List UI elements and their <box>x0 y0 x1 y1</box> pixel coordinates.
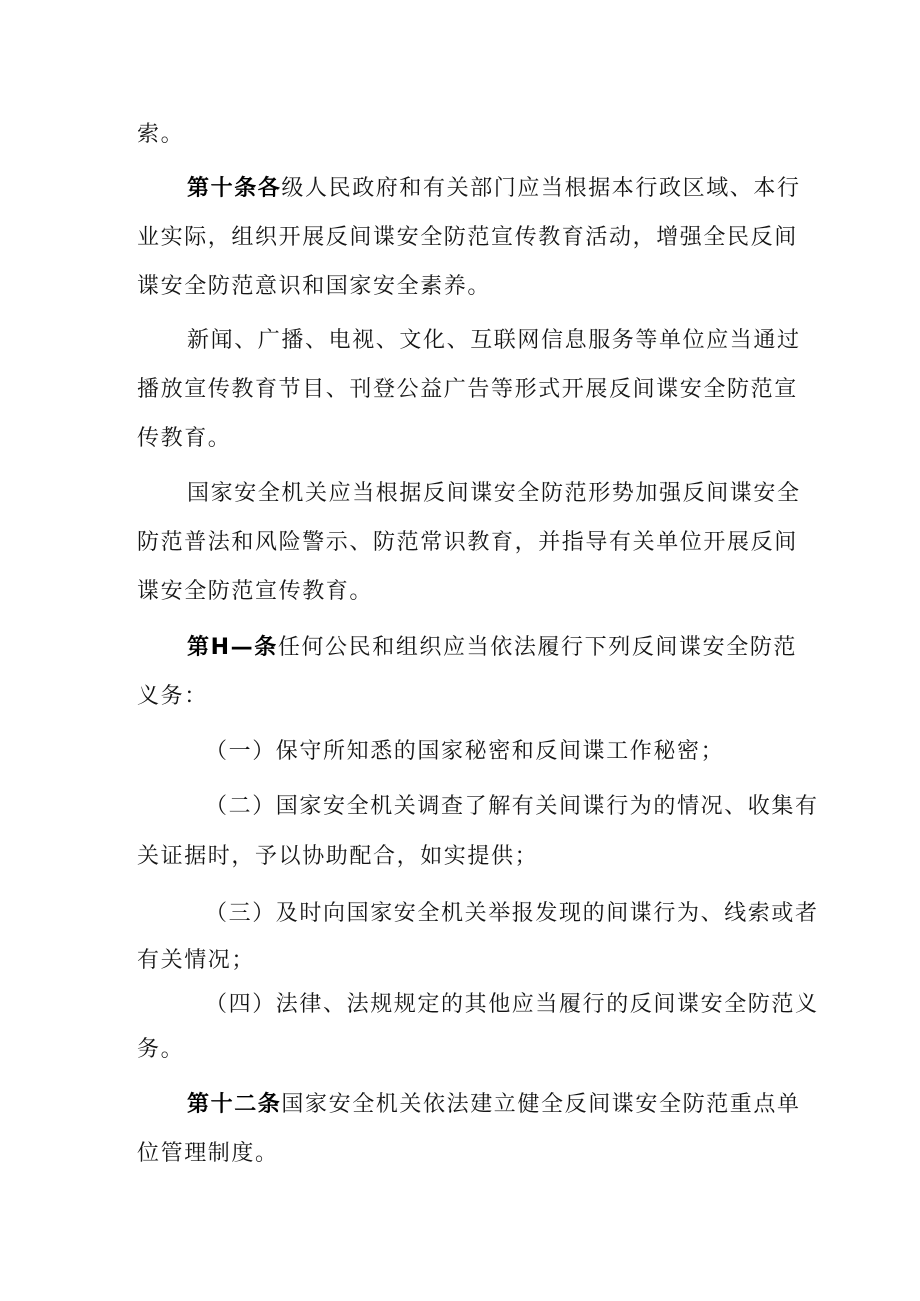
line-text: 任何公民和组织应当依法履行下列反间谍安全防范 <box>277 635 798 660</box>
text-line <box>137 680 920 714</box>
text-line <box>137 840 920 874</box>
line-text: 义务： <box>137 684 208 709</box>
line-text: 谍安全防范意识和国家安全素养。 <box>137 274 492 299</box>
line-text: 务。 <box>137 1037 185 1062</box>
line-text: 级人民政府和有关部门应当根据本行政区域、本行 <box>281 176 801 201</box>
line-text: 播放宣传教育节目、刊登公益广告等形式开展反间谍安全防范宣 <box>137 377 798 402</box>
line-text: 谍安全防范宣传教育。 <box>137 579 374 604</box>
line-text: 国家安全机关应当根据反间谍安全防范形势加强反间谍安全 <box>187 481 801 506</box>
line-text: 传教育。 <box>137 426 232 451</box>
text-line <box>205 988 920 1022</box>
line-text: （四）法律、法规规定的其他应当履行的反间谍安全防范义 <box>205 992 819 1017</box>
text-line <box>137 422 920 456</box>
text-line <box>137 575 920 609</box>
line-text: 防范普法和风险警示、防范常识教育，并指导有关单位开展反间 <box>137 530 798 555</box>
text-line <box>187 631 920 665</box>
article-heading: 第H—条 <box>187 635 278 660</box>
text-line <box>137 944 920 978</box>
text-line <box>187 1088 920 1122</box>
line-text: （一）保守所知悉的国家秘密和反间谍工作秘密； <box>205 739 725 764</box>
text-line <box>205 735 920 769</box>
text-line <box>137 526 920 560</box>
line-text: 有关情况； <box>137 948 256 973</box>
text-line <box>137 221 920 255</box>
line-text: 索。 <box>137 122 185 147</box>
article-heading: 第十二条 <box>187 1092 282 1117</box>
line-text: （三）及时向国家安全机关举报发现的间谍行为、线索或者 <box>205 901 819 926</box>
line-text: 关证据时，予以协助配合，如实提供； <box>137 844 539 869</box>
line-text: 国家安全机关依法建立健全反间谍安全防范重点单 <box>281 1092 801 1117</box>
text-line <box>137 1137 920 1171</box>
text-line <box>205 897 920 931</box>
line-text: 位管理制度。 <box>137 1141 279 1166</box>
line-text: 新闻、广播、电视、文化、互联网信息服务等单位应当通过 <box>187 328 801 353</box>
text-line <box>137 1033 920 1067</box>
text-line <box>187 324 920 358</box>
text-line <box>187 172 920 206</box>
text-line <box>137 373 920 407</box>
line-text: 业实际，组织开展反间谍安全防范宣传教育活动，增强全民反间 <box>137 225 798 250</box>
article-heading: 第十条各 <box>187 176 282 201</box>
text-line <box>137 270 920 304</box>
text-line <box>187 477 920 511</box>
line-text: （二）国家安全机关调查了解有关间谍行为的情况、收集有 <box>205 794 819 819</box>
text-line <box>137 118 920 152</box>
text-line <box>205 790 920 824</box>
